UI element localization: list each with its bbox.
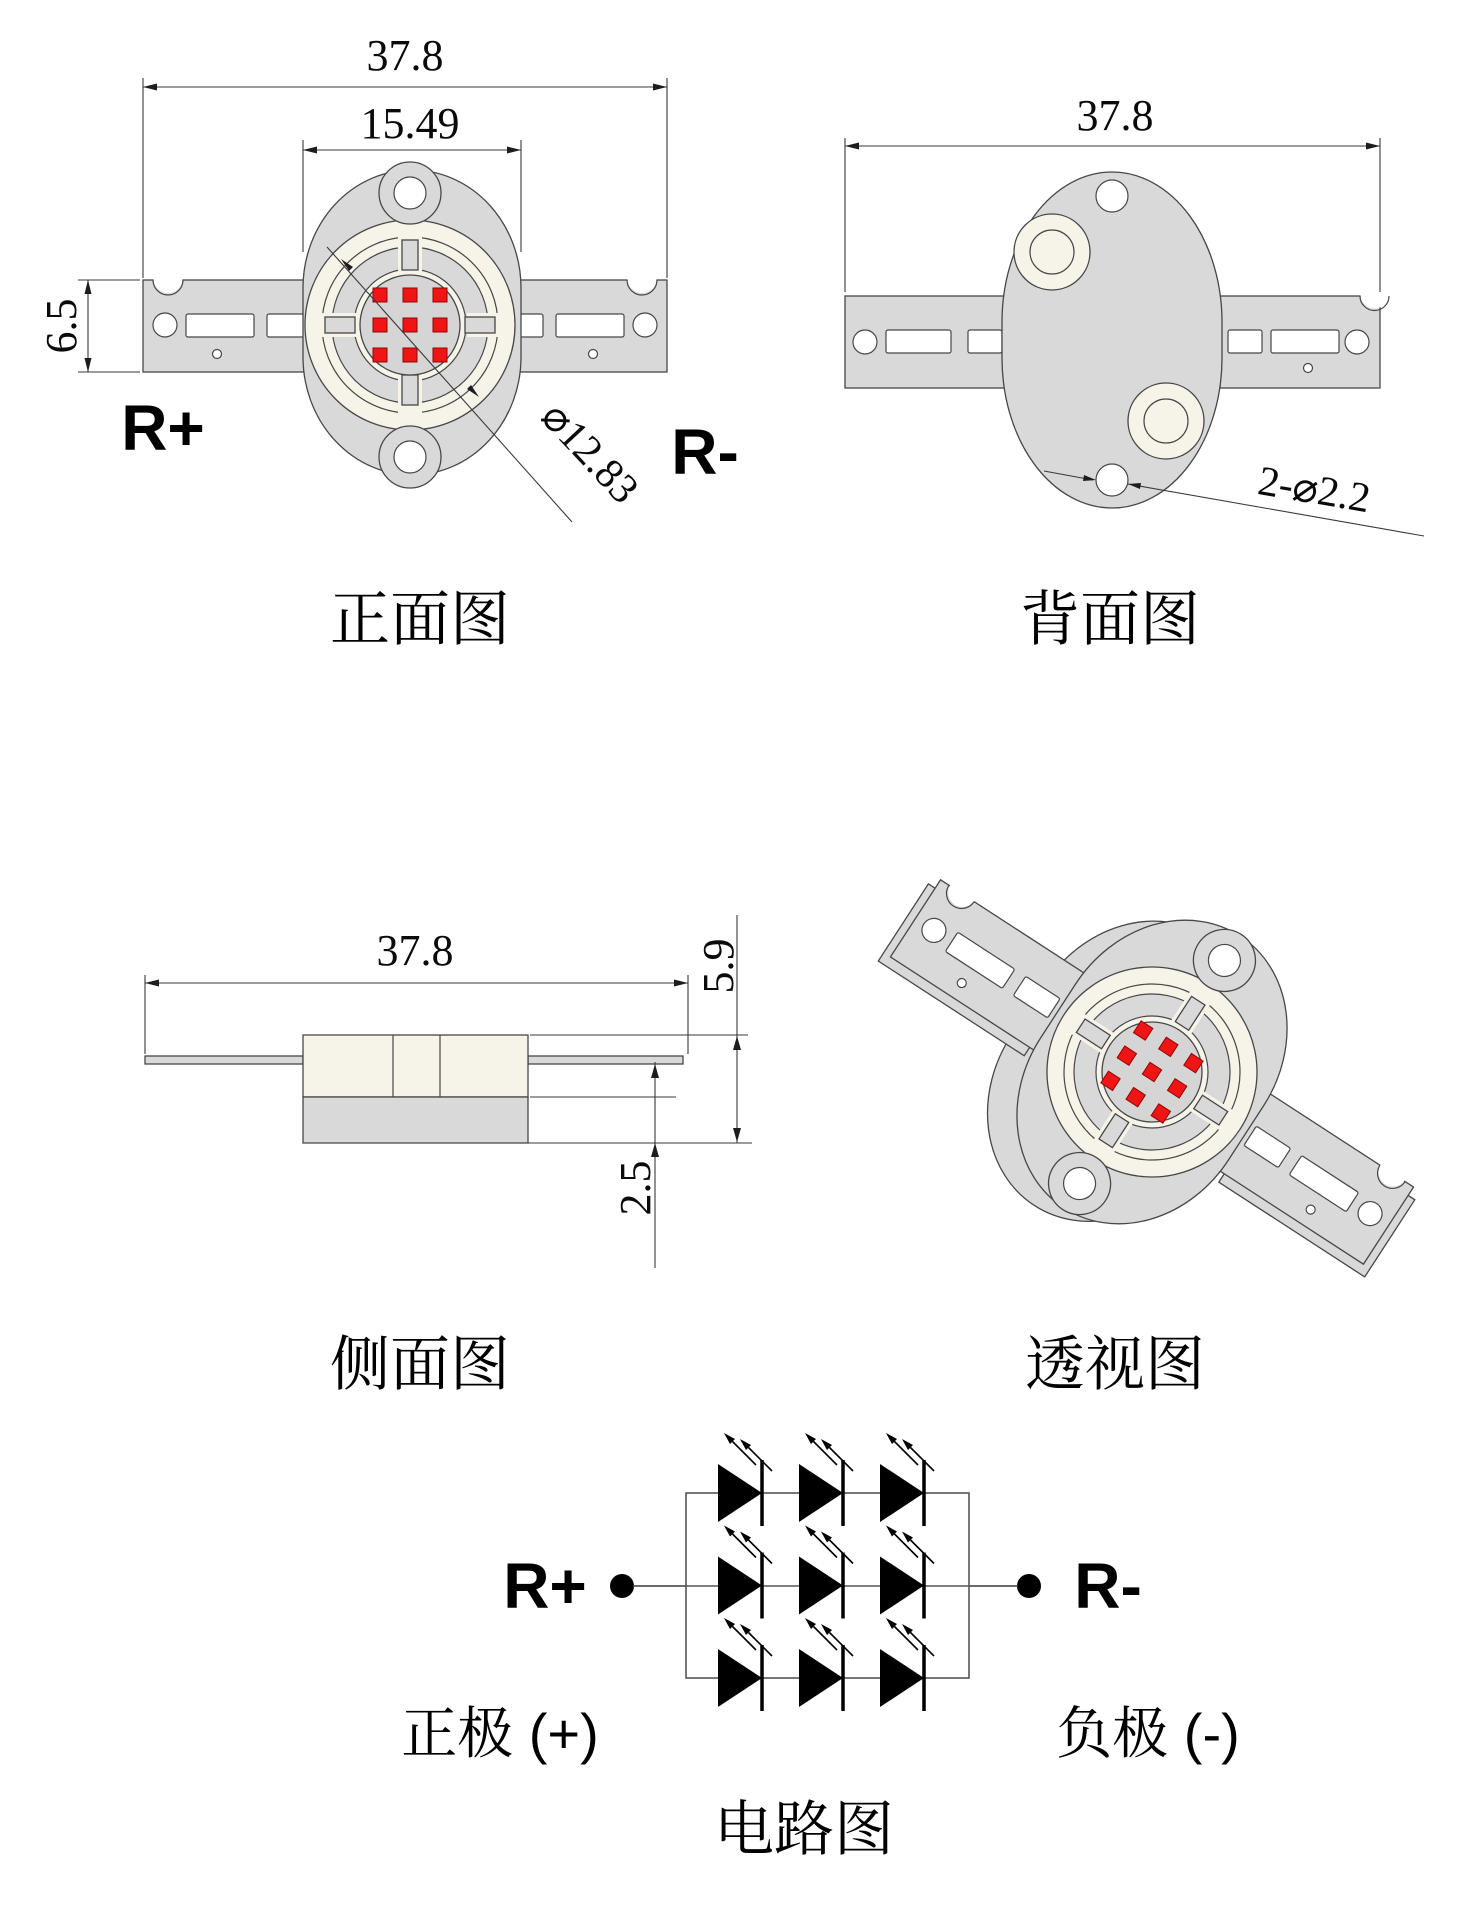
led-symbol-instance [718,1433,772,1526]
perspective-view [813,777,1468,1398]
led-symbol-instance [718,1618,772,1711]
led-chip [403,348,417,362]
led-symbol-instance [718,1526,772,1619]
back-right-tab-pinhole [1304,364,1313,373]
side-base-dimension [611,1062,660,1268]
front-right-tab-slot1 [556,314,624,337]
back-view-title: 背面图 [1020,586,1200,653]
back-view [845,91,1424,653]
front-left-tab-pinhole [213,350,222,359]
back-overall-dim-label: 37.8 [1076,91,1154,140]
led-chip [373,318,387,332]
led-chip [403,288,417,302]
front-inner-dim-label: 15.49 [360,99,460,148]
circuit-diagram-title: 电路图 [714,1796,894,1863]
side-height-dimension [694,915,743,1143]
side-upper-body [303,1035,528,1097]
front-left-tab-slot2 [267,314,308,337]
led-symbol-instance [880,1618,934,1711]
side-right-lead [528,1056,683,1064]
led-symbol-instance [880,1433,934,1526]
circuit-positive-terminal-label: R+ [503,1550,587,1622]
front-top-mount-hole [394,177,426,209]
front-bottom-mount-hole [394,441,426,473]
front-chip-grid [373,288,447,362]
back-right-tab-hole [1345,330,1369,354]
front-overall-dim-label: 37.8 [366,31,444,80]
front-left-tab-hole [153,313,177,337]
circuit-negative-node [1017,1574,1041,1598]
front-tab-height-label: 6.5 [37,298,86,354]
circuit-diagram [401,1433,1240,1863]
front-left-tab-slot1 [186,314,254,337]
circuit-led-grid [718,1433,934,1711]
led-symbol-instance [799,1433,853,1526]
back-right-tab-slot1 [1271,330,1339,353]
front-right-tab-pinhole [589,350,598,359]
front-positive-terminal-label: R+ [121,392,205,464]
back-upper-pad [1014,214,1090,290]
circuit-cathode-label: 负极 (-) [1056,1702,1240,1765]
led-chip [433,348,447,362]
back-right-tab-slot2 [1228,330,1262,353]
led-symbol-instance [799,1618,853,1711]
led-chip [403,318,417,332]
back-left-tab-slot2 [968,330,1002,353]
circuit-negative-terminal-label: R- [1074,1550,1142,1622]
side-overall-dim-label: 37.8 [376,926,454,975]
front-right-tab-hole [633,313,657,337]
back-bottom-mount-hole [1096,464,1128,496]
front-view-title: 正面图 [330,586,510,653]
side-height-dim-label: 5.9 [694,938,743,994]
back-holes-dim-label: 2-⌀2.2 [1254,458,1374,523]
led-chip [433,318,447,332]
led-chip [373,288,387,302]
circuit-positive-node [610,1574,634,1598]
back-lower-pad [1128,383,1204,459]
side-base-dim-label: 2.5 [611,1160,660,1216]
led-chip [373,348,387,362]
front-view [37,31,739,653]
circuit-anode-label: 正极 (+) [401,1702,599,1765]
led-symbol-instance [880,1526,934,1619]
front-tab-height-dimension [37,280,140,372]
back-top-mount-hole [1096,180,1128,212]
led-chip [433,288,447,302]
side-view [145,915,752,1398]
back-left-tab-slot1 [886,330,951,353]
front-emitter-dim-label: ⌀12.83 [531,393,648,513]
side-view-title: 侧面图 [330,1331,510,1398]
side-left-lead [145,1056,303,1064]
front-negative-terminal-label: R- [671,416,739,488]
back-left-tab-hole [853,330,877,354]
side-base [303,1097,528,1143]
perspective-view-title: 透视图 [1025,1331,1205,1398]
led-symbol-instance [799,1526,853,1619]
